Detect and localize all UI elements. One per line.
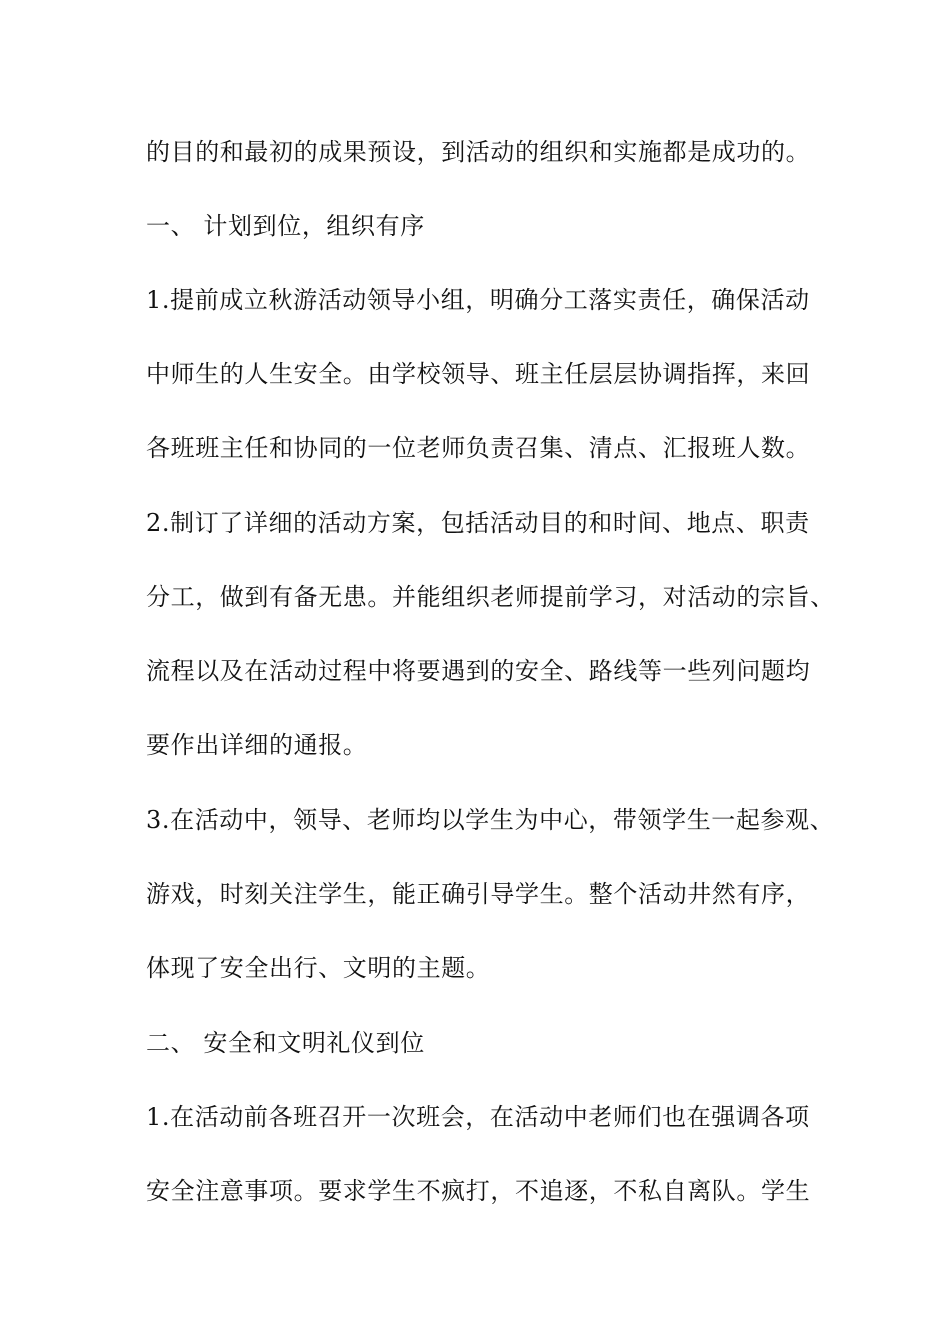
text-line: 要作出详细的通报。 bbox=[146, 731, 368, 759]
text-line: 2.制订了详细的活动方案，包括活动目的和时间、地点、职责 bbox=[146, 509, 810, 537]
text-line: 1.提前成立秋游活动领导小组，明确分工落实责任，确保活动 bbox=[146, 286, 810, 314]
section-heading: 二、 安全和文明礼仪到位 bbox=[146, 1029, 425, 1057]
text-line: 分工，做到有备无患。并能组织老师提前学习，对活动的宗旨、 bbox=[146, 583, 835, 611]
text-line: 3.在活动中，领导、老师均以学生为中心，带领学生一起参观、 bbox=[146, 806, 835, 834]
text-line: 中师生的人生安全。由学校领导、班主任层层协调指挥，来回 bbox=[146, 360, 811, 388]
text-line: 各班班主任和协同的一位老师负责召集、清点、汇报班人数。 bbox=[146, 434, 811, 462]
text-line: 游戏，时刻关注学生，能正确引导学生。整个活动井然有序， bbox=[146, 880, 811, 908]
text-line: 1.在活动前各班召开一次班会，在活动中老师们也在强调各项 bbox=[146, 1103, 810, 1131]
text-line: 的目的和最初的成果预设，到活动的组织和实施都是成功的。 bbox=[146, 138, 811, 166]
text-line: 体现了安全出行、文明的主题。 bbox=[146, 954, 491, 982]
text-line: 安全注意事项。要求学生不疯打，不追逐，不私自离队。学生 bbox=[146, 1177, 811, 1205]
text-line: 流程以及在活动过程中将要遇到的安全、路线等一些列问题均 bbox=[146, 657, 811, 685]
section-heading: 一、 计划到位，组织有序 bbox=[146, 212, 425, 240]
